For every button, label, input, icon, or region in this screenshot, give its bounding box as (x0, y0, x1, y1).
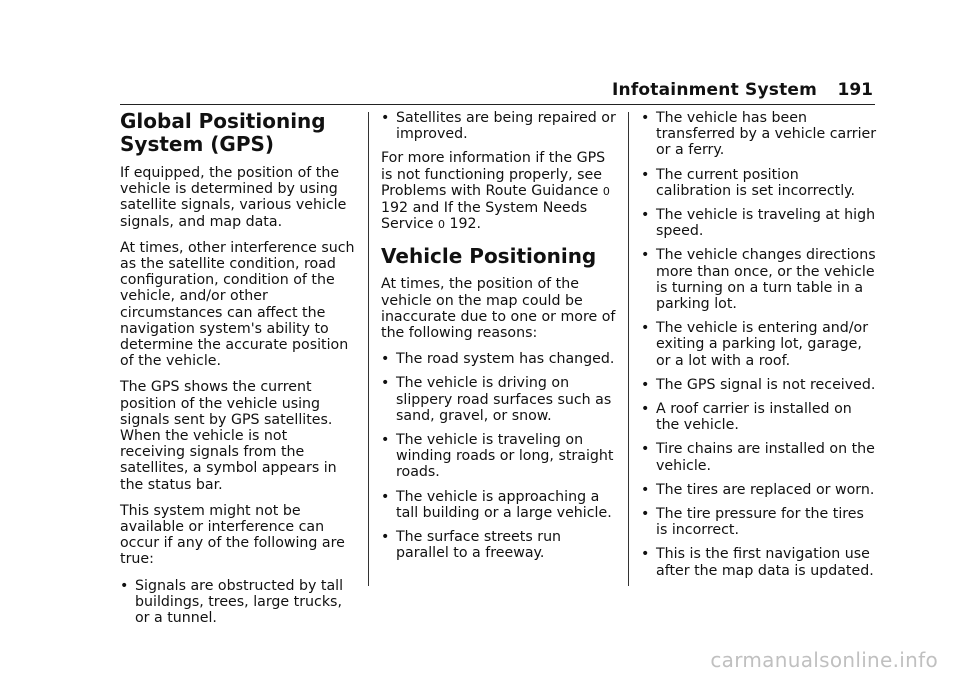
paragraph-text: and If the System Needs Service (381, 200, 588, 233)
list-item (381, 351, 617, 367)
list-item-text: The vehicle has been transferred by a vehicle carrier or a ferry. (656, 110, 877, 159)
bullet-icon: • (641, 506, 650, 523)
bullet-list (641, 110, 877, 579)
cross-reference-paragraph (381, 150, 617, 233)
bullet-icon: • (120, 577, 129, 594)
list-item-text: This is the first navigation use after the map data is updated. (656, 546, 874, 579)
bullet-icon: • (641, 320, 650, 337)
list-item (641, 482, 877, 498)
list-item-text: The vehicle changes directions more than once, or the vehicle is turning on a turn table in a parking lot. (656, 247, 876, 313)
page-number: 191 (837, 80, 873, 100)
list-item-text: The surface streets run parallel to a freeway. (396, 529, 562, 562)
bullet-icon: • (641, 441, 650, 458)
header-rule (120, 104, 875, 105)
bullet-icon: • (381, 488, 390, 505)
watermark: carmanualsonline.info (710, 648, 938, 672)
list-item-text: Signals are obstructed by tall buildings, trees, large trucks, or a tunnel. (135, 577, 344, 627)
gps-heading (120, 110, 356, 156)
list-item (641, 320, 877, 369)
bullet-list (381, 351, 617, 561)
list-item-text: The current position calibration is set incorrectly. (656, 166, 856, 199)
bullet-icon: • (381, 110, 390, 126)
column-divider (368, 112, 369, 586)
bullet-icon: • (641, 166, 650, 183)
list-item-text: The GPS signal is not received. (656, 376, 876, 393)
bullet-icon: • (381, 375, 390, 392)
list-item-text: The vehicle is driving on slippery road surfaces such as sand, gravel, or snow. (396, 375, 612, 424)
list-item (641, 110, 877, 159)
page-ref-icon: 0 (437, 218, 445, 232)
bullet-icon: • (641, 247, 650, 264)
list-item (381, 110, 617, 142)
vehicle-positioning-heading: Vehicle Positioning (381, 244, 597, 269)
column-2 (381, 110, 617, 569)
bullet-icon: • (381, 351, 390, 368)
list-item-text: The vehicle is approaching a tall building or a large vehicle. (396, 488, 612, 521)
paragraph: This system might not be available or interference can occur if any of the following are true: (120, 502, 345, 568)
list-item (381, 375, 617, 424)
paragraph: At times, other interference such as the satellite condition, road configuration, condition of the vehicle, and/or other circumstances can affect the navigation system's ability to determine the accurate position of the vehicle. (120, 239, 355, 370)
list-item-text: The road system has changed. (396, 351, 615, 368)
paragraph: The GPS shows the current position of the vehicle using signals sent by GPS satellites. When the vehicle is not receiving signals from the satellites, a symbol appears in the status bar. (120, 379, 337, 493)
bullet-icon: • (641, 481, 650, 498)
paragraph: If equipped, the position of the vehicle is determined by using satellite signals, various vehicle signals, and map data. (120, 165, 347, 230)
bullet-icon: • (381, 432, 390, 449)
list-item-text: The tires are replaced or worn. (656, 481, 875, 498)
list-item-text: The vehicle is traveling on winding roads or long, straight roads. (396, 432, 614, 481)
list-item (641, 377, 877, 393)
paragraph-text: For more information if the GPS is not functioning properly, see Problems with Route Guidance (381, 150, 606, 199)
list-item (120, 578, 356, 627)
list-item (641, 167, 877, 199)
list-item (381, 432, 617, 481)
paragraph: At times, the position of the vehicle on the map could be inaccurate due to one or more of the following reasons: (381, 276, 616, 342)
list-item (381, 529, 617, 561)
bullet-icon: • (641, 207, 650, 224)
list-item (641, 441, 877, 473)
page-ref-icon: 0 (602, 184, 610, 198)
page-ref-link[interactable]: 192 (381, 200, 409, 217)
column-1 (120, 110, 356, 634)
bullet-icon: • (641, 376, 650, 393)
gps-heading-line1: Global Positioning (120, 109, 326, 133)
bullet-icon: • (641, 110, 650, 126)
list-item (381, 489, 617, 521)
list-item-text: Satellites are being repaired or improved. (396, 110, 616, 143)
bullet-list (381, 110, 617, 142)
column-3 (641, 110, 877, 587)
bullet-icon: • (641, 401, 650, 418)
list-item-text: The vehicle is traveling at high speed. (656, 207, 876, 240)
list-item-text: The tire pressure for the tires is incorrect. (656, 506, 864, 539)
section-title: Infotainment System (612, 80, 818, 100)
gps-heading-line2: System (GPS) (120, 132, 275, 156)
list-item-text: A roof carrier is installed on the vehicle. (656, 401, 852, 434)
list-item (641, 247, 877, 312)
list-item (641, 401, 877, 433)
list-item-text: The vehicle is entering and/or exiting a parking lot, garage, or a lot with a roof. (656, 320, 869, 369)
bullet-icon: • (641, 546, 650, 563)
list-item (641, 207, 877, 239)
list-item (641, 506, 877, 538)
bullet-list (120, 578, 356, 627)
list-item-text: Tire chains are installed on the vehicle. (656, 441, 875, 474)
bullet-icon: • (381, 529, 390, 546)
column-divider (628, 112, 629, 586)
page-ref-link[interactable]: 192. (449, 216, 482, 233)
running-header (560, 80, 875, 104)
list-item (641, 546, 877, 578)
